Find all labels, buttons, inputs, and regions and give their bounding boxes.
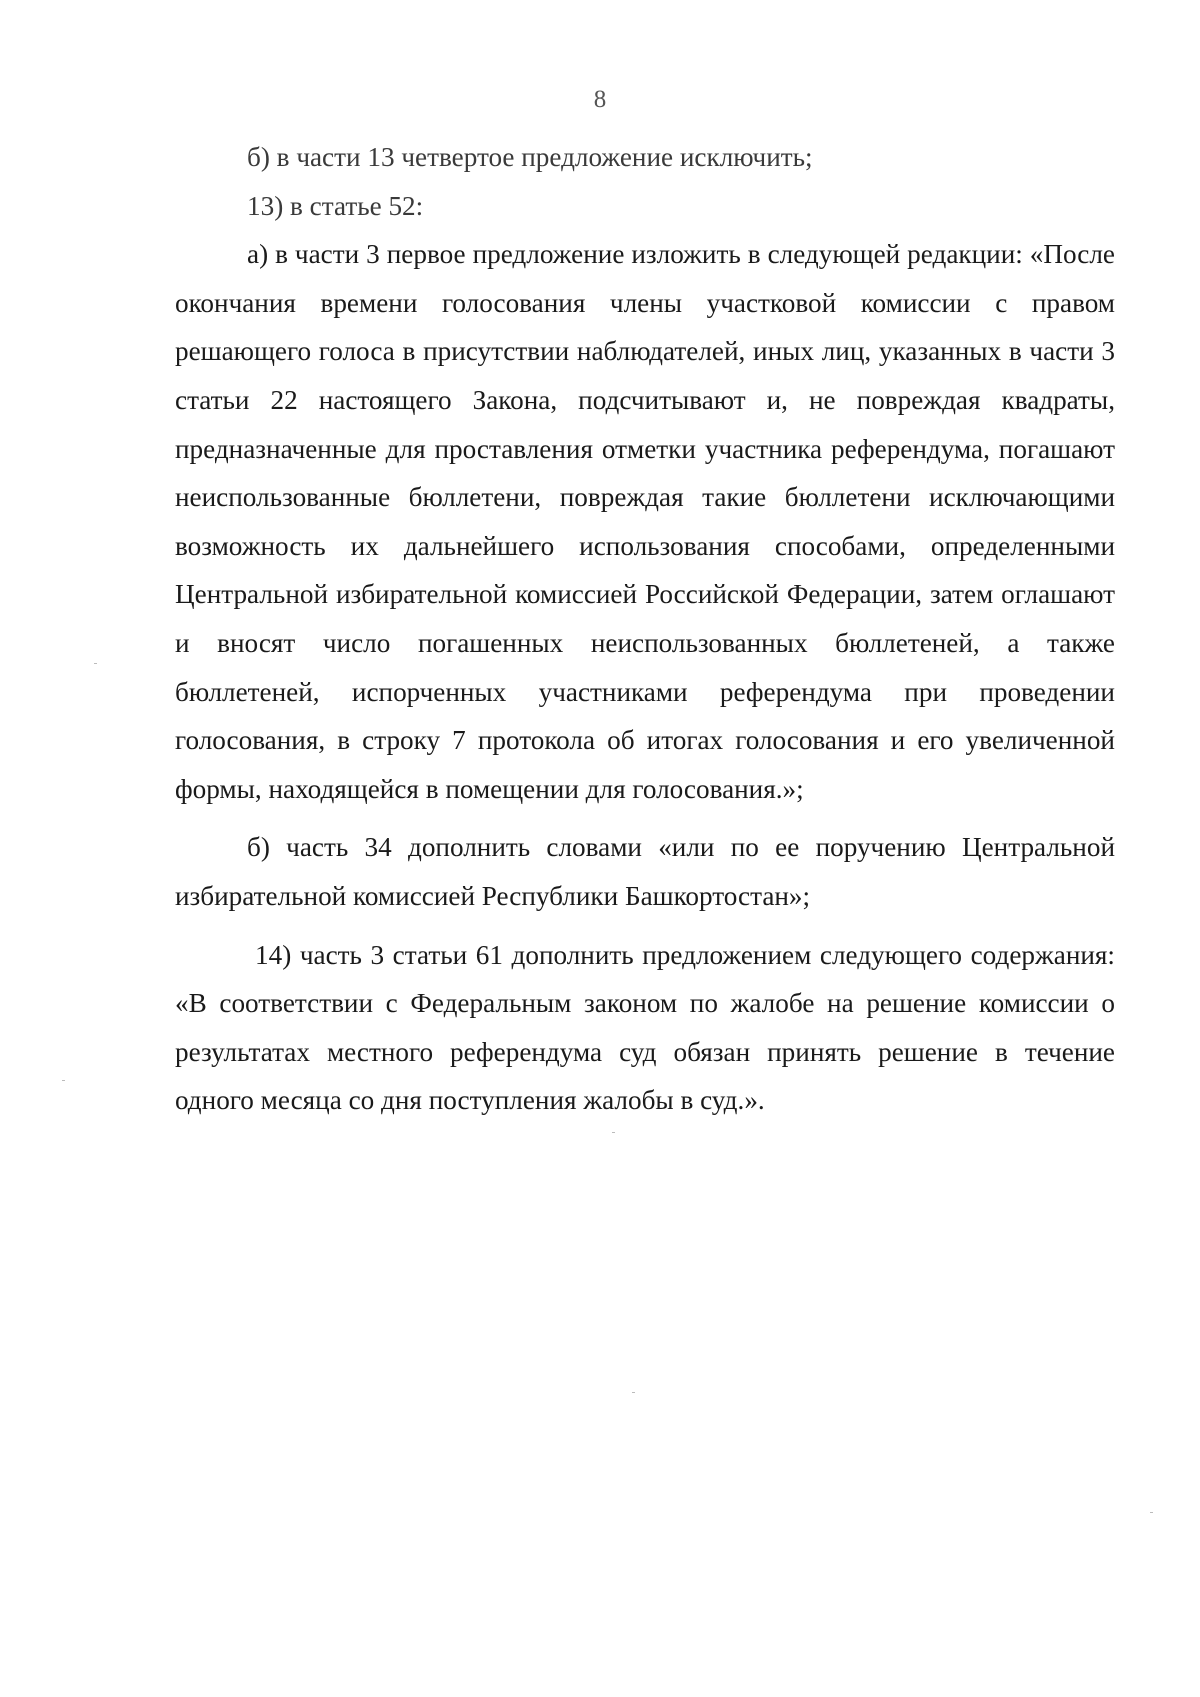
scan-speck bbox=[1150, 1512, 1153, 1513]
paragraph-item-14: 14) часть 3 статьи 61 дополнить предложением следующего содержания: «В соответствии с Федеральным законом по жалобе на решение комиссии о результатах местного референдума суд обязан принять решение в течение одного месяца со дня поступления жалобы в суд.». bbox=[175, 939, 1115, 1116]
scan-speck bbox=[94, 663, 97, 664]
document-body bbox=[175, 133, 1115, 1125]
scan-speck bbox=[612, 1132, 615, 1133]
paragraph-amendment-52a: а) в части 3 первое предложение изложить в следующей редакции: «После окончания времени голосования члены участковой комиссии с правом решающего голоса в присутствии наблюдателей, иных лиц, указанных в части 3 статьи 22 настоящего Закона, подсчитывают и, не повреждая квадраты, предназначенные для проставления отметки участника референдума, погашают неиспользованные бюллетени, повреждая такие бюллетени исключающими возможность их дальнейшего использования способами, определенными Центральной избирательной комиссией Российской Федерации, затем оглашают и вносят число погашенных неиспользованных бюллетеней, а также бюллетеней, испорченных участниками референдума при проведении голосования, в строку 7 протокола об итогах голосования и его увеличенной формы, находящейся в помещении для голосования.»; bbox=[175, 239, 1115, 804]
page-number: 8 bbox=[593, 86, 607, 113]
paragraph-amendment-52b: б) часть 34 дополнить словами «или по ее поручению Центральной избирательной комиссией Республики Башкортостан»; bbox=[175, 832, 1115, 911]
paragraph-item-13: 13) в статье 52: bbox=[247, 190, 424, 221]
scan-speck bbox=[62, 1080, 65, 1081]
paragraph-amendment-13b: б) в части 13 четвертое предложение исключить; bbox=[247, 142, 813, 172]
scan-speck bbox=[632, 1392, 635, 1393]
